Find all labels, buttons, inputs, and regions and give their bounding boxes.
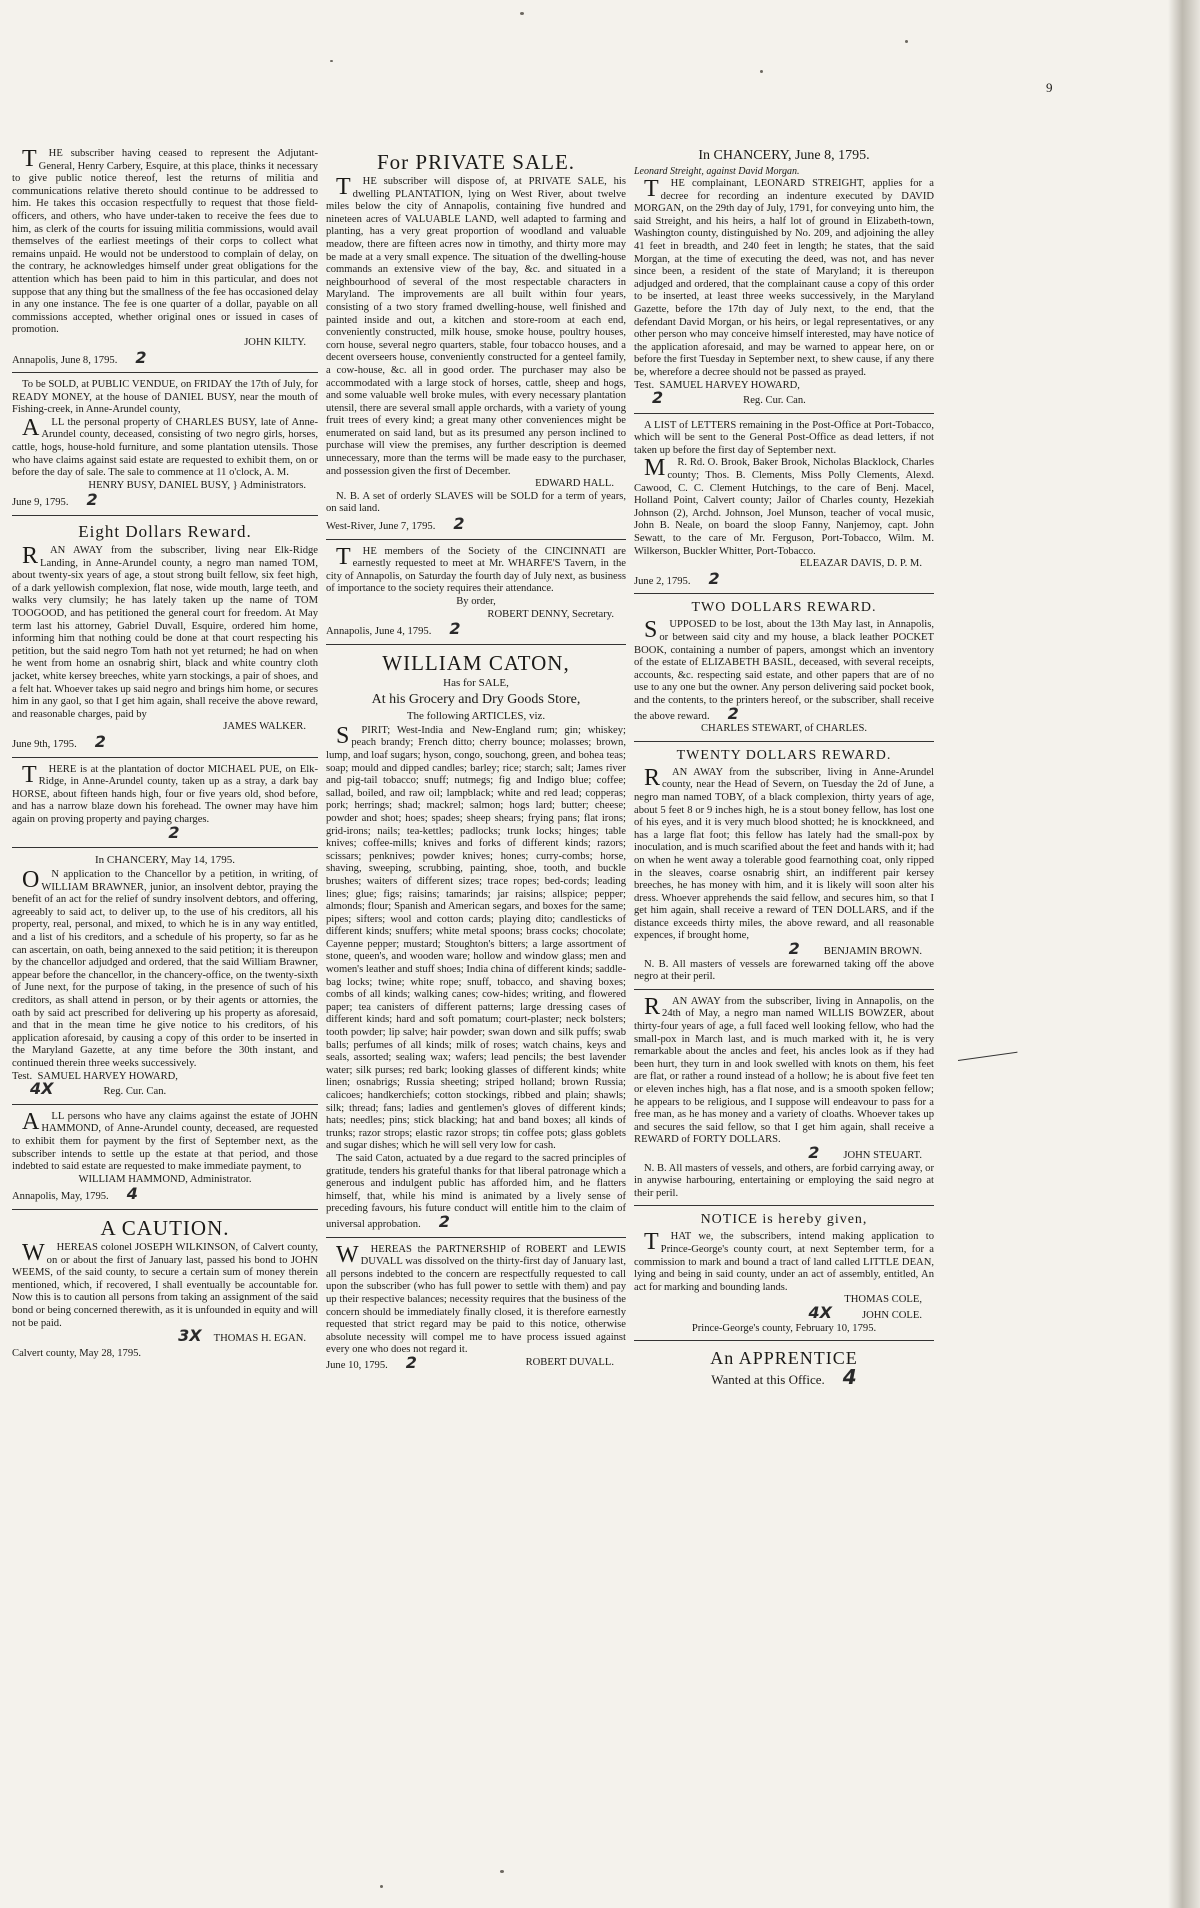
ad-morgan-parties: Leonard Streight, against David Morgan. xyxy=(634,166,800,177)
ad-brawner-text: ON application to the Chancellor by a petition, in writing, of WILLIAM BRAWNER, junior, an insolvent debtor, praying the benefit of an act for the relief of sundry insolvent debtors, and offering, agreeably to said act, to deliver up, to the use of his creditors, all his property, real, personal, and mixed, to which he is in any way entitled, and a list of his creditors, and a schedule of his property, so far as he can ascertain, on oath, being annexed to the said petition; it is thereupon by the chancellor adjudged and ordered, that the said William Brawner, appear before the chancellor, in the chancery-office, on the twenty-sixth of June next, for the purpose of taking, in the presence of such of his creditors, as shall attend in person, or by their agents or attornies, the oath by said act prescribed for delivering up his property as aforesaid, and that in the mean time he give notice to his creditors, of his application aforesaid, by causing a copy of this order to be inserted in the Maryland Gazette, at any time before the 30th instant, and continued therein three weeks successively. xyxy=(12,867,318,1069)
ad-stewart xyxy=(634,600,934,735)
ad-busy xyxy=(12,379,318,510)
ad-caution-text: WHEREAS colonel JOSEPH WILKINSON, of Calvert county, on or about the first of January last, passed his bond to JOHN WEEMS, of the said county, to secure a certain sum of money therein mentioned, which, if recovered, I shall eventually be accountable for. Now this is to caution all persons from taking an assignment of the said bond or being concerned therewith, as it is unfounded in equity and will not be paid. xyxy=(12,1239,318,1329)
ad-hall-nb: N. B. A set of orderly SLAVES will be SOLD for a term of years, on said land. xyxy=(326,490,626,515)
ad-duvall-dateline: June 10, 1795. xyxy=(326,1359,388,1371)
divider xyxy=(634,413,934,414)
divider xyxy=(12,757,318,758)
ad-cole-mark: 4X xyxy=(808,1302,832,1322)
ad-cincinnati-text: THE members of the Society of the CINCINNATI are earnestly requested to meet at Mr. WHARFE'S Tavern, in the city of Annapolis, on Saturday the fourth day of July next, as business of importance to the society requires their attendance. xyxy=(326,543,626,595)
divider xyxy=(12,1209,318,1210)
ad-cole xyxy=(634,1212,934,1335)
ad-kilty-text: THE subscriber having ceased to represent the Adjutant-General, Henry Carbery, Esquire, at this place, thinks it necessary to give public notice thereof, lest the returns of militia and communications relative thereto should continue to be addressed to him. He takes this occasion respectfully to request that those field-officers, and others, who have under-taken to receive the fees due to him, as clerk of the courts for issuing militia commissions, would avail themselves of the earliest meetings of their corps to collect what remains unpaid. He would not be understood to complain of delay, on the contrary, he acknowledges himself under great obligations for the attention which has been paid to him in this particular, and does not suppose that any thing but the smallness of the fee has occasioned delay in any one instance. The fee is one quarter of a dollar, payable on all commissions accepted, whether original ones or issued in cases of promotion. xyxy=(12,146,318,336)
ad-busy-text: ALL the personal property of CHARLES BUSY, late of Anne-Arundel county, deceased, consisting of two negro girls, horses, cattle, hogs, house-hold furniture, and some plantation utensils. Those who have claims against said estate are requested to exhibit them, on or before the day of sale. The sale to commence at 11 o'clock, A. M. xyxy=(12,414,318,479)
divider xyxy=(634,989,934,990)
ad-brawner-test: Test. xyxy=(12,1070,33,1082)
divider xyxy=(12,1104,318,1105)
ad-walker-dateline: June 9th, 1795. xyxy=(12,738,77,750)
ad-cincinnati-mark: 2 xyxy=(449,619,461,639)
ad-hall xyxy=(326,150,626,534)
ad-duvall-signature: ROBERT DUVALL. xyxy=(525,1356,614,1368)
divider xyxy=(634,741,934,742)
ad-steuart-signature: JOHN STEUART. xyxy=(843,1149,922,1161)
page-number: 9 xyxy=(1046,80,1053,95)
ad-caton-sub1: Has for SALE, xyxy=(443,676,509,689)
ad-busy-signature: HENRY BUSY, DANIEL BUSY, } Administrators. xyxy=(88,479,306,491)
ad-kilty xyxy=(12,148,318,367)
ad-caton-text: SPIRIT; West-India and New-England rum; gin; whiskey; peach brandy; French ditto; cherry bounce; molasses; brown, lump, and loaf sugars; hyson, congo, souchong, green, and bohea teas; soap; mould and dipped candles; barley; rice; starch; salt; James river and pig-tail tobacco; snuff; nutmegs; fig and Indigo blue; coffee; sallad, boiled, and raw oil; lampblack; white and red lead; copperas; pork; herrings; shad; mackrel; salmon; hogs lard; butter; cheese; powder and shot; hoes; spades; sheep shears; frying pans; flat irons; grid-irons; nails; tea-kettles; padlocks; trunk locks; hinges; table knives; coffee-mills; knives and forks of different kinds; razors; scissars; penknives; powder knives; hones; curry-combs; horse, shaving, sweeping, scrubbing, painting, shoe, tooth, and buckle brushes; waiters of different sizes; trace ropes; bed-cords; leading lines; glue; figs; raisins; tamarinds; jar raisins; allspice; pepper; almonds; flour; Spanish and American segars, and boxes for the same; pipes; sifters; wool and cotton cards; playing dito; candlesticks of different kinds; snuffers; white metal spoons; brass cocks; chocolate; Cayenne pepper; mustard; Stoughton's bitters; a large assortment of stone, queen's, and wooden ware; hollow and window glass; men and women's leather and stuff shoes; India china of different kinds; saddle-bag locks; twine; white rope; snuff, tobacco, and shaving boxes; combs of all kinds; walking canes; cow-hides; writing, and flowered paper; tea canisters of different patterns; large dressing cases of different kinds; hard and soft pomatum; court-plaster; neck bolsters; tooth powder; lip salve; hair powder; swan down and silk puffs; swab balls; perfumes of all kinds; milk of roses; watch chains, keys and seals, assorted; sealing wax; wafers; lead pencils; the best lavender water; silk purses; red bark; looking glasses of different kinds; white linen; osnabrigs; Russia sheeting; striped holland; brown Russia; calicoes; handkerchiefs; cotton stockings, ribbed and plain; shawls; silk; thread; fans; ladies and gentlemen's gloves of different kinds; hats; needles; pins; stick blacking; hat and band boxes; all kinds of trunks; razor strops; elastic razor strops; tin coffee pots; glass goblets and sugar dishes; which he will sell very low for cash. xyxy=(326,722,626,1152)
ad-brown-nb: N. B. All masters of vessels are forewarned taking off the above negro at their peril. xyxy=(634,958,934,983)
ad-stewart-heading: TWO DOLLARS REWARD. xyxy=(691,600,877,616)
ad-morgan-text: THE complainant, LEONARD STREIGHT, applies for a decree for recording an indenture executed by DAVID MORGAN, on the 29th day of July, 1791, for conveying unto him, the said Streight, and his heirs, a half lot of ground in Elizabeth-town, Washington county, distinguished by No. 209, and adjoining the alley 41 feet in breadth, and 240 feet in length; he states, that the said Morgan, at the time of executing the deed, was not, and has never since been, a resident of the state of Maryland; it is thereupon adjudged and ordered, that the complainant cause a copy of this order to be inserted, at least three weeks successively, in the Maryland Gazette, before the 17th day of July next, to the end, that the defendant David Morgan, or his heirs, or legal representatives, or any other person who may conceive himself interested, may have notice of the application aforesaid, and may be warned to appear here, on or before the first Tuesday in September next, to shew cause, if any there be, wherefore a decree should not be passed as prayed. xyxy=(634,176,934,378)
divider xyxy=(12,515,318,516)
column-2 xyxy=(326,148,626,1377)
ad-apprentice-heading: An APPRENTICE xyxy=(710,1348,858,1369)
divider xyxy=(326,1237,626,1238)
ad-hammond-mark: 4 xyxy=(126,1184,138,1204)
ad-cole-signature-2: JOHN COLE. xyxy=(861,1309,922,1321)
ad-hammond-dateline: Annapolis, May, 1795. xyxy=(12,1191,109,1203)
divider xyxy=(634,593,934,594)
ad-letters-dateline: June 2, 1795. xyxy=(634,575,691,587)
ad-hammond-signature: WILLIAM HAMMOND, Administrator. xyxy=(78,1173,252,1185)
column-3 xyxy=(634,148,934,1393)
ad-steuart xyxy=(634,993,934,1201)
scan-speck xyxy=(520,12,524,15)
ad-kilty-signature: JOHN KILTY. xyxy=(244,336,306,348)
divider xyxy=(12,372,318,373)
ad-hall-signature: EDWARD HALL. xyxy=(535,478,614,490)
scan-speck xyxy=(380,1885,383,1888)
divider xyxy=(326,644,626,645)
ad-pue-mark: 2 xyxy=(168,822,180,842)
ad-brown-text: RAN AWAY from the subscriber, living in Anne-Arundel county, near the Head of Severn, on Tuesday the 2d of June, a negro man named TOBY, of a black complexion, thirty years of age, about 5 feet 8 or 9 inches high, he is a stout boney fellow, has lost one of his eyes, and it is very much blood shotted; he is knockkneed, and has a large flat foot; this fellow has lately had the small-pox by inoculation, and is much scarified about the feet and hands with it; had on when he went away a tolerable good fearnothing coat, only ripped in the sleaves, coarse osnabrig shirt, an indifferent pair kersey breeches, he has money with him, and it is likely will soon alter his dress. Whoever apprehends the said fellow, and secures him, so that I get him again, shall receive a reward of TEN DOLLARS, and if the distance exceeds thirty miles, the above reward, and all reasonable expences, if brought home, xyxy=(634,764,934,942)
ad-brown-heading: TWENTY DOLLARS REWARD. xyxy=(676,747,892,763)
ad-caution-signature: THOMAS H. EGAN. xyxy=(213,1333,306,1345)
ad-cincinnati-order: By order, xyxy=(456,596,496,607)
ad-apprentice-text: Wanted at this Office. xyxy=(711,1372,825,1388)
ad-morgan-test: Test. xyxy=(634,379,655,391)
ad-letters-mark: 2 xyxy=(708,568,720,588)
ad-cole-text: THAT we, the subscribers, intend making application to Prince-George's county court, at next September term, for a commission to mark and bound a tract of land called LITTLE DEAN, lying and being in said county, under an act of assembly, entitled, An act for marking and bounding lands. xyxy=(634,1229,934,1293)
ad-duvall-text: WHEREAS the PARTNERSHIP of ROBERT and LEWIS DUVALL was dissolved on the thirty-first day of January last, all persons indebted to the concern are respectfully requested to call upon the subscriber (who has full power to settle with them) and pay up their respective balances; necessity requires that the business of the concern should be immediately finally closed, it is therefore earnestly requested that strict regard may be paid to this notice, otherwise absolute necessity will compel me to have process issued against every one who does not regard it. xyxy=(326,1241,626,1356)
ad-walker xyxy=(12,522,318,752)
ad-duvall xyxy=(326,1241,626,1373)
ad-brawner-title: Reg. Cur. Can. xyxy=(103,1086,167,1098)
scan-speck xyxy=(905,40,908,43)
page-fold-shadow xyxy=(1168,0,1200,1908)
ad-busy-heading: To be SOLD, at PUBLIC VENDUE, on FRIDAY the 17th of July, for READY MONEY, at the house of DANIEL BUSY, near the mouth of Fishing-creek, in Anne-Arundel county, xyxy=(12,379,318,416)
ad-cole-heading: NOTICE is hereby given, xyxy=(700,1212,868,1228)
ad-hall-text: THE subscriber will dispose of, at PRIVATE SALE, his dwelling PLANTATION, lying on West River, about twelve miles below the city of Annapolis, containing five hundred and nineteen acres of VALUABLE LAND, well adapted to farming and planting, has a very great proportion of woodland and valuable meadow, there are fifteen acres now in timothy, and thirty more may be made at a very small expence. The situation of the dwelling-house commands an extensive view of the bay, &c. and situated in a neighbourhood of several of the most respectable characters in Maryland. The improvements are all built within four years, consisting of a two story framed dwelling-house, well finished and painted inside and out, a kitchen and store-room at each end, conveniently constructed, milk house, smoke house, poultry houses, corn house, several negro quarters, stable, four tobacco houses, and a decent overseers house, conveniently constructed for a genteel family, a cow-house, &c. all in good order. The purchaser may also be accommodated with a large stock of horses, cattle, sheep and hogs, and some valuable well broke mules, with every necessary plantation utensil, there are several small apple orchards, with a variety of young fruit trees of every kind; a great many other conveniences might be enumerated on said land, but as its presumed any person inclined to purchase will view the premises, any further description is deemed unnecessary, more than the terms will be made easy to the purchaser, and possession given the first of December. xyxy=(326,174,626,477)
ad-duvall-mark: 2 xyxy=(405,1352,417,1372)
ad-morgan-heading: In CHANCERY, June 8, 1795. xyxy=(698,148,870,163)
ad-stewart-text: SUPPOSED to be lost, about the 13th May last, in Annapolis, or between said city and my house, a black leather POCKET BOOK, containing a number of papers, amongst which an inventory of the estate of ELIZABETH BASIL, deceased, with several receipts, accounts, &c. respecting said estate, and other papers that are of no use to any one but the owner. Any person delivering said pocket book, and the contents, to the printers hereof, or the subscriber, shall receive the above reward. xyxy=(634,617,934,722)
ad-walker-mark: 2 xyxy=(94,731,106,751)
ad-pue-text: THERE is at the plantation of doctor MICHAEL PUE, on Elk-Ridge, in Anne-Arundel county, taken up as a stray, a dark bay HORSE, about fifteen hands high, four or five years old, shod before, and has a narrow blaze down his forehead. The owner may have him again on proving property and paying charges. xyxy=(12,761,318,825)
ad-caton-text2: The said Caton, actuated by a due regard to the sacred principles of gratitude, tenders his grateful thanks for that liberal patronage which a generous and indulgent public has afforded him, and he flatters himself, that, while his mind is animated by a lively sense of preceding favours, his future conduct will entitle him to the claim of universal approbation. xyxy=(326,1152,626,1230)
divider xyxy=(326,539,626,540)
ad-caution-mark: 3X xyxy=(178,1326,202,1346)
ad-brawner-mark: 4X xyxy=(30,1079,54,1099)
ad-letters-signature: ELEAZAR DAVIS, D. P. M. xyxy=(799,558,922,570)
ad-apprentice xyxy=(634,1347,934,1388)
ad-stewart-signature: CHARLES STEWART, of CHARLES. xyxy=(700,723,868,735)
ad-cincinnati-dateline: Annapolis, June 4, 1795. xyxy=(326,626,432,638)
ad-letters-text: A LIST of LETTERS remaining in the Post-Office at Port-Tobacco, which will be sent to the General Post-Office as dead letters, if not taken up before the first day of September next. xyxy=(634,419,934,456)
ad-caution-dateline: Calvert county, May 28, 1795. xyxy=(12,1347,142,1359)
ad-cole-signature-1: THOMAS COLE, xyxy=(844,1294,922,1306)
ad-hall-heading: For PRIVATE SALE. xyxy=(376,150,576,174)
ad-steuart-nb: N. B. All masters of vessels, and others, are forbid carrying away, or in anywise harbouring, entertaining or employing the said negro at their peril. xyxy=(634,1162,934,1199)
column-1 xyxy=(12,148,318,1365)
ad-kilty-mark: 2 xyxy=(135,347,147,367)
ad-steuart-text: RAN AWAY from the subscriber, living in Annapolis, on the 24th of May, a negro man named WILLIS BOWZER, about thirty-four years of age, a full faced well looking fellow, who had the small-pox in March last, and is much marked with it, he is very remarkable about the ancles and feet, his ancles look as if they had been hurt, they turn in and look swelled with knots on them, his feet are flat, or rather a round instead of a hollow; he is about five feet ten or eleven inches high, has a flat nose, and is a smooth spoken fellow; he appears to be religious, and I suppose will endeavour to pass for a free man, as he has money and a variety of cloaths. Whoever takes up and secures the said fellow, so that I get him again, shall receive a REWARD of FORTY DOLLARS. xyxy=(634,993,934,1146)
ad-caton-heading: WILLIAM CATON, xyxy=(382,650,570,675)
ad-hall-dateline: West-River, June 7, 1795. xyxy=(326,521,436,533)
ad-apprentice-mark: 4 xyxy=(842,1365,857,1390)
ad-kilty-dateline: Annapolis, June 8, 1795. xyxy=(12,354,118,366)
ad-brawner-heading: In CHANCERY, May 14, 1795. xyxy=(94,854,236,867)
ad-caution-heading: A CAUTION. xyxy=(100,1215,230,1240)
ad-brawner xyxy=(12,854,318,1099)
pencil-mark xyxy=(958,1052,1018,1061)
ad-caton-sub3: The following ARTICLES, viz. xyxy=(406,709,546,722)
ad-walker-signature: JAMES WALKER. xyxy=(223,721,306,733)
ad-cole-dateline: Prince-George's county, February 10, 1795. xyxy=(691,1322,877,1334)
ad-caton-sub2: At his Grocery and Dry Goods Store, xyxy=(371,691,581,707)
ad-hammond-text: ALL persons who have any claims against the estate of JOHN HAMMOND, of Anne-Arundel county, deceased, are requested to exhibit them for payment by the first of September next, as the subscriber intends to settle up the estate at that period, and those indebted to said estate are requested to make immediate payment, to xyxy=(12,1108,318,1173)
scan-speck xyxy=(330,60,333,62)
ad-steuart-mark: 2 xyxy=(808,1142,820,1162)
ad-caton-mark: 2 xyxy=(438,1211,450,1231)
ad-walker-text: RAN AWAY from the subscriber, living near Elk-Ridge Landing, in Anne-Arundel county, a negro man named TOM, about twenty-six years of age, a stout strong built fellow, six feet high, of a dark yellowish complexion, flat nose, wide mouth, large teeth, and walks very clumsily; he has lately taken up the name of TOM TOOGOOD, and has petitioned the general court for freedom. At May term last his attorney, Gabriel Duvall, Esquire, ordered him home, informing him that nothing could be done at that court respecting his petition, but the said negro Tom hath not yet returned; he had on when he went from home an osnabrig shirt, black and white country cloth jacket, white kersey breeches, white yarn stockings, a pair of shoes, and a felt hat. Whoever takes up said negro and brings him home, or secures him in any gaol, so that I get him again, shall receive the above reward, and reasonable charges, paid by xyxy=(12,543,318,720)
divider xyxy=(634,1205,934,1206)
ad-busy-mark: 2 xyxy=(86,490,98,510)
ad-letters xyxy=(634,420,934,589)
ad-hall-mark: 2 xyxy=(453,514,465,534)
ad-morgan-mark: 2 xyxy=(652,388,664,408)
ad-stewart-mark: 2 xyxy=(727,703,739,723)
scan-speck xyxy=(500,1870,504,1873)
divider xyxy=(634,1340,934,1341)
ad-walker-heading: Eight Dollars Reward. xyxy=(78,522,252,542)
ad-busy-dateline: June 9, 1795. xyxy=(12,497,69,509)
ad-morgan-signature: SAMUEL HARVEY HOWARD, xyxy=(659,379,800,391)
ad-cincinnati xyxy=(326,543,626,639)
ad-caution xyxy=(12,1216,318,1360)
ad-brown-signature: BENJAMIN BROWN. xyxy=(823,946,922,958)
scan-speck xyxy=(760,70,763,73)
ad-pue xyxy=(12,761,318,843)
ad-caton xyxy=(326,651,626,1232)
ad-morgan-title: Reg. Cur. Can. xyxy=(743,395,806,407)
ad-brown-mark: 2 xyxy=(788,939,800,959)
ad-letters-names: MR. Rd. O. Brook, Baker Brook, Nicholas Blacklock, Charles county; Thos. B. Clements, Miss Polly Clements, Alexd. Cawood, C. C. Clement Hutchings, to the care of Benj. Macel, Holland Point, Calvert county; Jailor of Charles county, Hezekiah Johnson (2), Archd. Johnson, Joel Munson, teacher of vocal music, John B. Neale, on board the sloop Fanny, Nanjemoy, capt. John Sewatt, to the care of Mr. Ferguson, Port-Tobacco, Wilm. M. Wilkerson, Buckler Whitter, Port-Tobacco. xyxy=(634,455,934,557)
ad-brawner-signature: SAMUEL HARVEY HOWARD, xyxy=(37,1070,178,1082)
ad-cincinnati-signature: ROBERT DENNY, Secretary. xyxy=(487,608,614,620)
ad-morgan xyxy=(634,148,934,408)
ad-hammond xyxy=(12,1108,318,1204)
divider xyxy=(12,847,318,848)
ad-brown xyxy=(634,748,934,984)
